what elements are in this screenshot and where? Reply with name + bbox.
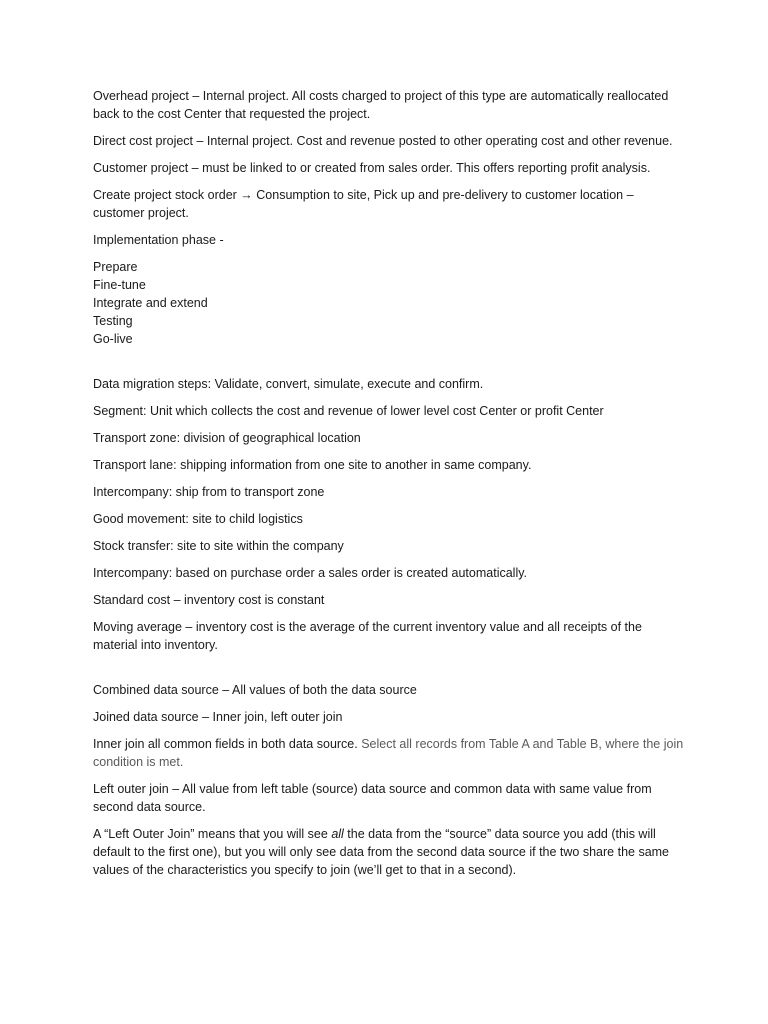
list-item: Go-live (93, 332, 133, 346)
paragraph-project-stock-order: Create project stock order → Consumption to site, Pick up and pre-delivery to customer location – customer project. (93, 188, 634, 220)
explained-text-start: A “Left Outer Join” means that you will see (93, 827, 332, 841)
paragraph-standard-cost: Standard cost – inventory cost is constant (93, 593, 325, 607)
paragraph-joined-data-source: Joined data source – Inner join, left outer join (93, 710, 343, 724)
paragraph-inner-join (93, 735, 688, 771)
explained-text-end: the data from the “source” data source you add (this will default to the first one), but you will only see data from the second data source if the two share the same values of the characteristics you specify to join (we’ll get to that in a second). (93, 827, 670, 877)
paragraph-implementation-phase: Implementation phase - (93, 233, 224, 247)
paragraph-intercompany-po: Intercompany: based on purchase order a sales order is created automatically. (93, 566, 528, 580)
paragraph-direct-cost-project: Direct cost project – Internal project. Cost and revenue posted to other operating cost and other revenue. (93, 134, 673, 148)
paragraph-customer-project: Customer project – must be linked to or created from sales order. This offers reporting profit analysis. (93, 161, 651, 175)
inner-join-sql-note: Select all records from Table A and Table B, where the join condition is met. (93, 737, 684, 769)
list-item: Prepare (93, 260, 138, 274)
paragraph-left-outer-join: Left outer join – All value from left table (source) data source and common data with same value from second data source. (93, 782, 652, 814)
paragraph-moving-average: Moving average – inventory cost is the average of the current inventory value and all receipts of the material into inventory. (93, 620, 642, 652)
paragraph-overhead-project: Overhead project – Internal project. All costs charged to project of this type are automatically reallocated back to the cost Center that requested the project. (93, 89, 669, 121)
inner-join-definition: Inner join all common fields in both data source. (93, 737, 358, 751)
paragraph-data-migration: Data migration steps: Validate, convert, simulate, execute and confirm. (93, 377, 484, 391)
paragraph-good-movement: Good movement: site to child logistics (93, 512, 303, 526)
emphasis-all: all (331, 827, 344, 841)
paragraph-intercompany-ship: Intercompany: ship from to transport zone (93, 485, 325, 499)
paragraph-segment: Segment: Unit which collects the cost and revenue of lower level cost Center or profit Center (93, 404, 604, 418)
paragraph-combined-data-source: Combined data source – All values of both the data source (93, 683, 417, 697)
list-item: Testing (93, 314, 133, 328)
list-item: Fine-tune (93, 278, 146, 292)
paragraph-transport-lane: Transport lane: shipping information from one site to another in same company. (93, 458, 532, 472)
phase-list (93, 258, 688, 348)
paragraph-stock-transfer: Stock transfer: site to site within the company (93, 539, 344, 553)
paragraph-left-outer-join-explained (93, 825, 688, 879)
list-item: Integrate and extend (93, 296, 208, 310)
paragraph-transport-zone: Transport zone: division of geographical location (93, 431, 361, 445)
